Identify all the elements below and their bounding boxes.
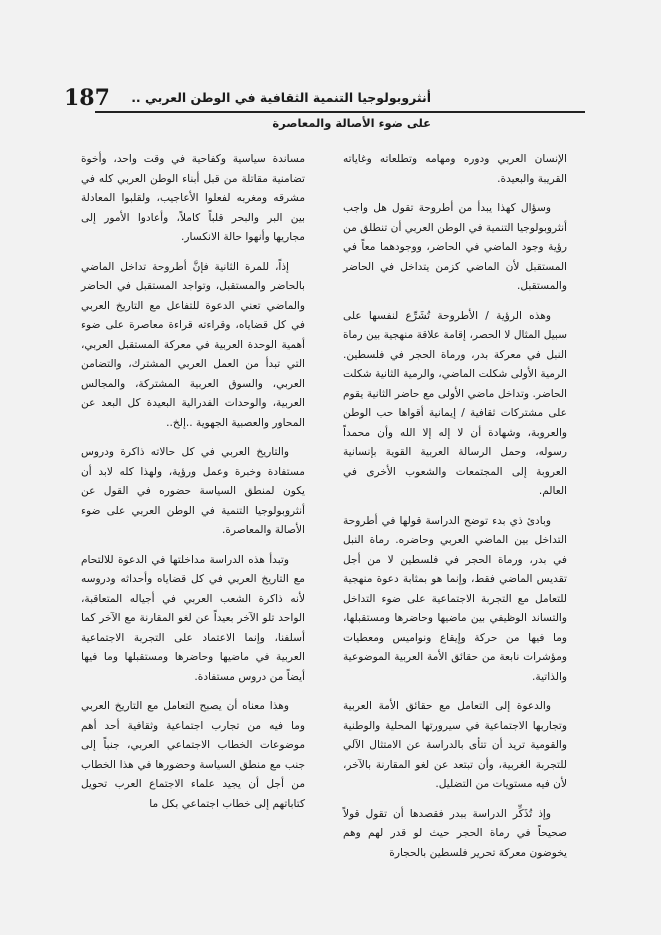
- paragraph: وبادئ ذي بدء توضح الدراسة قولها في أطروحة التداخل بين الماضي العربي وحاضره. رماة النبل في بدر، ورماة الحجر في فلسطين لا من أجل تقديس الماضي فقط، وإنما هو بمثابة دعوة منهجية للتعامل مع التجربة الاجتماعية على ضوء التداخل والتساند الوظيفي بين ماضيها وحاضرها ومستقبلها، وما فيها من حركة وإيقاع ونواميس ومعطيات ومؤشرات نابعة من حقائق الأمة العربية الموضوعية والذاتية.: [343, 514, 567, 683]
- paragraph: وتبدأ هذه الدراسة مداخلتها في الدعوة للالتحام مع التاريخ العربي في كل قضاياه وأحداثه ودروسه لأنه ذاكرة الشعب العربي في أجياله المتعاقبة، الواحد تلو الآخر بعيداً عن لغو المقارنة مع الآخر كما أسلفنا، وإنما الاعتماد على التجربة الاجتماعية العربية في ماضيها وحاضرها ومستقبلها وما فيها أيضاً من دروس مستفادة.: [81, 553, 305, 683]
- text-column-right: [343, 150, 567, 873]
- paragraph: مساندة سياسية وكفاحية في وقت واحد، وأخوة تضامنية مقاتلة من قبل أبناء الوطن العربي كله في مشرقه ومغربه لفعلوا الأعاجيب، ولقلبوا المعادلة بين البر والبحر قلباً كاملاً، وأعادوا الأمور إلى مجاريها وأنهوا حالة الانكسار.: [81, 153, 305, 243]
- paragraph: والتاريخ العربي في كل حالاته ذاكرة ودروس مستفادة وخبرة وعمل ورؤية، ولهذا كله لابد أن يكون لمنطق السياسة حضوره في القول عن أنثروبولوجيا التنمية في الوطن العربي على ضوء الأصالة والمعاصرة.: [81, 446, 305, 536]
- paragraph: وهذا معناه أن يصبح التعامل مع التاريخ العربي وما فيه من تجارب اجتماعية وثقافية أحد أهم موضوعات الخطاب الاجتماعي العربي، جنباً إلى جنب مع منطق السياسة وحضورها في هذا الخطاب من أجل أن يجيد علماء الاجتماع العرب تحويل كتاباتهم إلى خطاب اجتماعي بكل ما: [81, 700, 305, 810]
- paragraph: وإذ تُذَكِّر الدراسة ببدر فقصدها أن تقول قولاً صحيحاً في رماة الحجر حيث لو قدر لهم وهم يخوضون معركة تحرير فلسطين بالحجارة: [343, 807, 567, 859]
- running-header-subtitle: على ضوء الأصالة والمعاصرة: [272, 116, 431, 130]
- paragraph: وسؤال كهذا يبدأ من أطروحة تقول هل واجب أنثروبولوجيا التنمية في الوطن العربي أن تنطلق من رؤية وجود الماضي في الحاضر، ووجودهما معاً في المستقبل لأن الماضي كزمن يتداخل في الحاضر والمستقبل.: [343, 202, 567, 292]
- paragraph: والدعوة إلى التعامل مع حقائق الأمة العربية وتجاربها الاجتماعية في سيرورتها المحلية والوطنية والقومية تريد أن تتأى بالدراسة عن الامتثال الآلي للتجربة الغربية، وأن تبتعد عن لغو المقارنة بالآخر، لأن فيه مستويات من التضليل.: [343, 700, 567, 790]
- page-number: 187: [64, 85, 110, 111]
- paragraph: الإنسان العربي ودوره ومهامه وتطلعاته وغاياته القريبة والبعيدة.: [343, 153, 567, 185]
- running-header-title: أنثروبولوجيا التنمية الثقافية في الوطن العربي ..: [131, 90, 431, 105]
- paragraph: إذاً، للمرة الثانية فإنَّ أطروحة تداخل الماضي بالحاضر والمستقبل، وتواجد المستقبل في الحاضر والماضي تعني الدعوة للتفاعل مع التاريخ العربي في كل قضاياه، وقراءته قراءة معاصرة على ضوء أهمية الوحدة العربية في معركة المستقبل العربي، التي تبدأ من العمل العربي المشترك، والتضامن العربي، والسوق العربية المشتركة، والمجالس العربية، والوحدات الفدرالية البعيدة كل البعد عن المحاور والعصبية الجهوية ..إلخ..: [81, 260, 305, 429]
- header-divider: [95, 111, 585, 113]
- text-column-left: [81, 150, 305, 824]
- paragraph: وهذه الرؤية / الأطروحة تُشَرِّع لنفسها على سبيل المثال لا الحصر، إقامة علاقة منهجية بين رماة النبل في معركة بدر، ورماة الحجر في فلسطين. الرمية الأولى شكلت الماضي، والرمية الثانية شكلت الحاضر. وتداخل ماضي الأولى مع حاضر الثانية يقوم على مشتركات ثقافية / إيمانية أقواها حب الوطن والعروبة، وشهادة أن لا إله إلا الله وأن محمداً رسوله، وحمل الرسالة العربية القوية بإنسانية العروبة إلى المجتمعات والشعوب الأخرى في العالم.: [343, 309, 567, 497]
